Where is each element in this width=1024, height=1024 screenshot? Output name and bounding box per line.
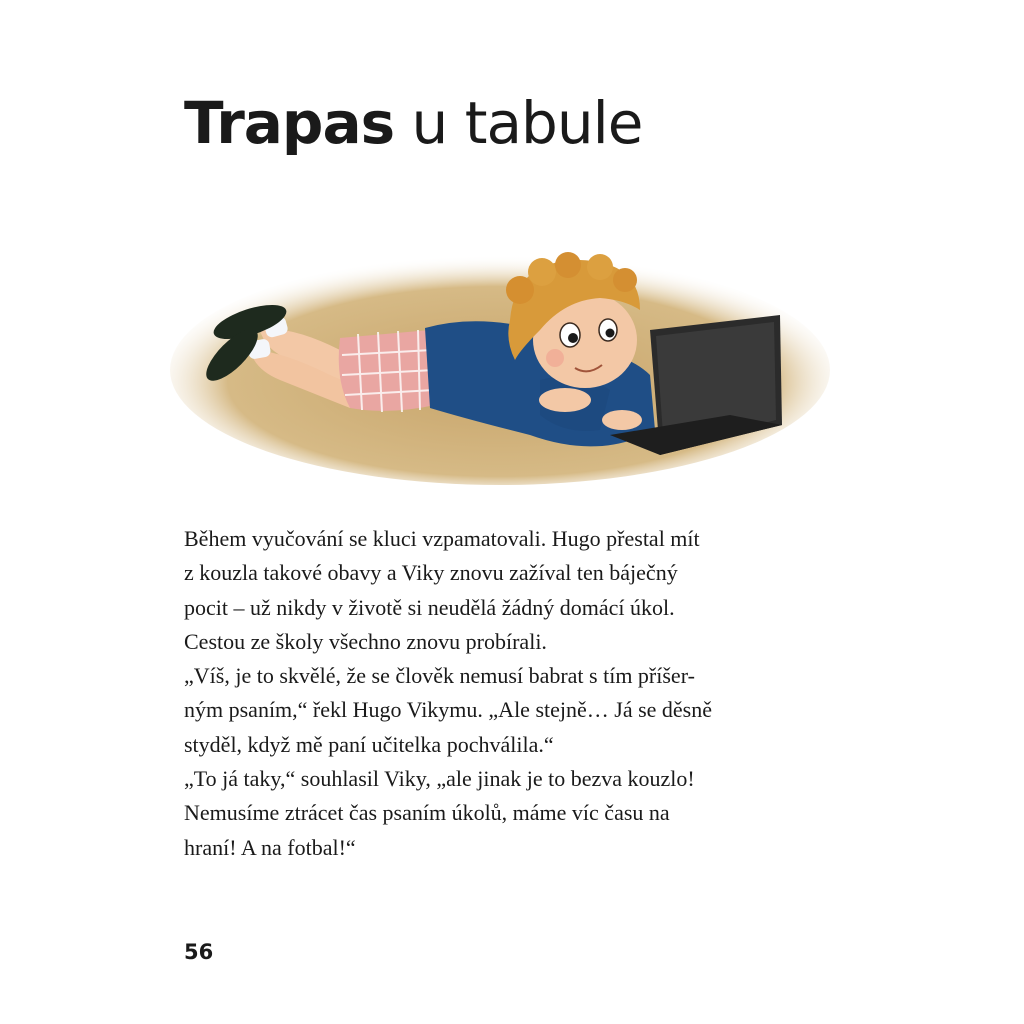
text-line: „To já taky,“ souhlasil Viky, „ale jinak je to bezva kouzlo! (184, 766, 695, 792)
text-line: ným psaním,“ řekl Hugo Vikymu. „Ale stejně… Já se děsně (184, 697, 712, 723)
paragraph-1 (184, 522, 818, 659)
text-line: Cestou ze školy všechno znovu probírali. (184, 628, 547, 654)
text-line: pocit – už nikdy v životě si neudělá žádný domácí úkol. (184, 594, 675, 620)
paragraph-2 (184, 659, 818, 762)
text-line: styděl, když mě paní učitelka pochválila.“ (184, 731, 554, 757)
chapter-title-bold: Trapas (184, 89, 395, 157)
boy-with-laptop-illustration (170, 230, 830, 490)
paragraph-3 (184, 762, 818, 865)
text-line: Během vyučování se kluci vzpamatovali. Hugo přestal mít (184, 526, 700, 551)
boy-hand (539, 388, 591, 412)
chapter-title-rest: u tabule (394, 89, 643, 157)
text-line: Nemusíme ztrácet čas psaním úkolů, máme víc času na (184, 800, 670, 826)
chapter-title (184, 88, 642, 158)
body-text (184, 522, 818, 865)
page-number: 56 (184, 940, 214, 964)
text-line: hraní! A na fotbal!“ (184, 834, 356, 860)
text-line: „Víš, je to skvělé, že se člověk nemusí babrat s tím příšer- (184, 663, 695, 689)
text-line: z kouzla takové obavy a Viky znovu zažíval ten báječný (184, 560, 678, 586)
